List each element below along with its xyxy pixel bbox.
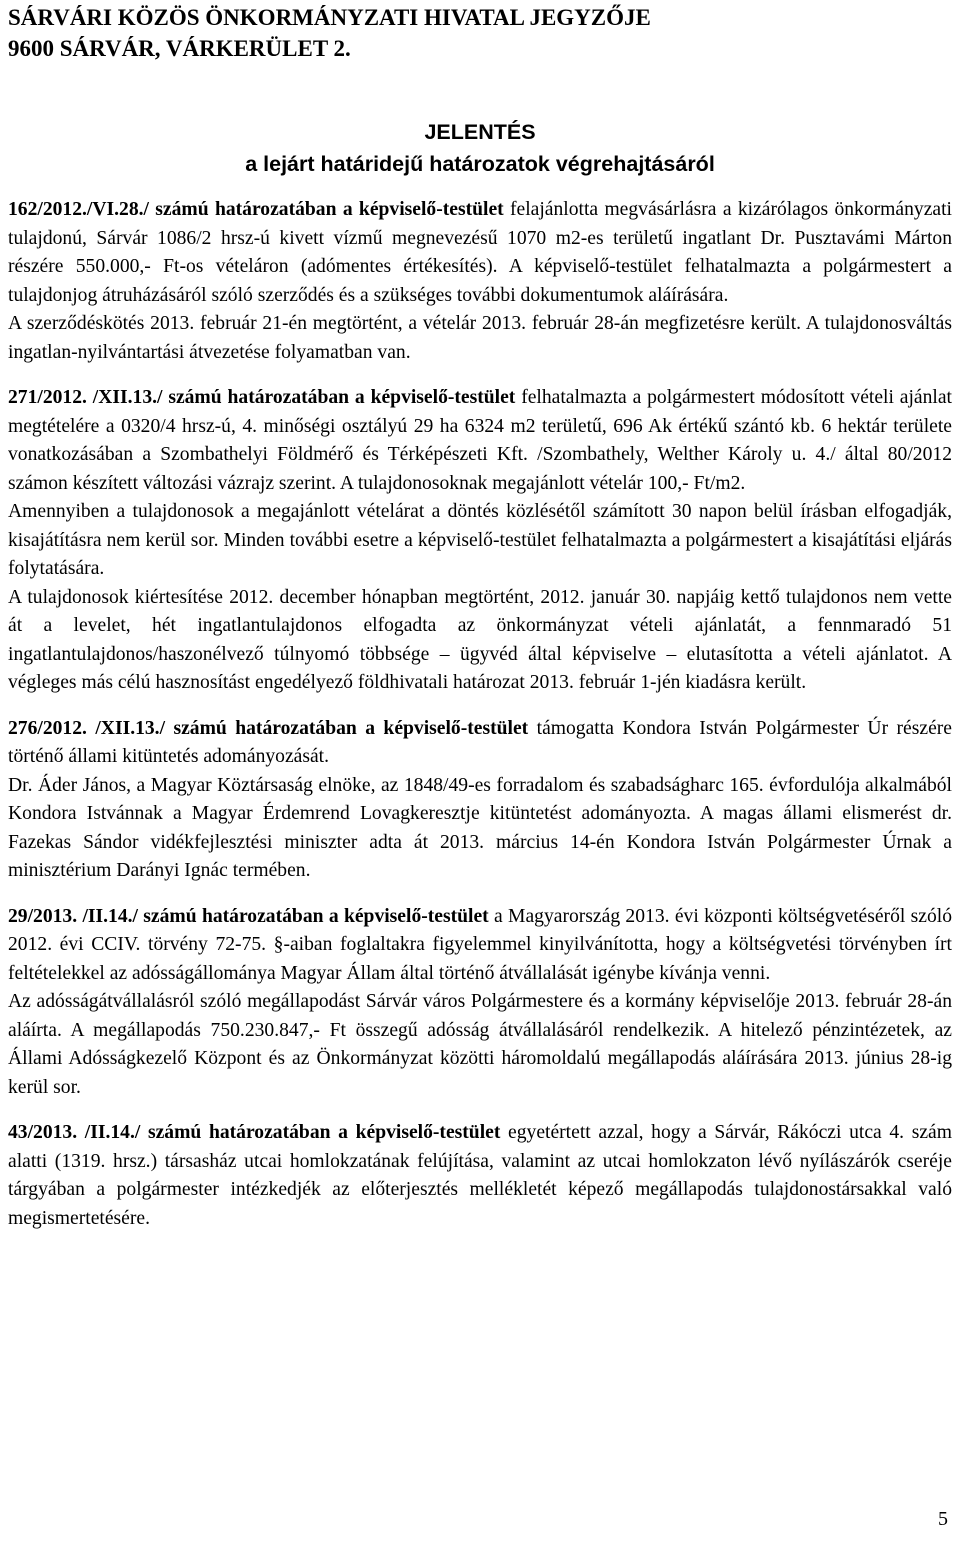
- letterhead-address: 9600 SÁRVÁR, VÁRKERÜLET 2.: [8, 36, 351, 61]
- resolution-paragraph: [8, 715, 952, 772]
- resolution-status: A tulajdonosok kiértesítése 2012. december hónapban megtörtént, 2012. január 30. napjáig kettő tulajdonos nem vette át a levelet, hét ingatlantulajdonos elfogadta az önkormányzat vételi ajánlatát, a fennmaradó 51 ingatlantulajdonos/haszonélvező túlnyomó többsége – ügyvéd által képviselve – elutasította a vételi ajánlatot. A végleges más célú hasznosítást engedélyező földhivatali határozat 2013. február 1-jén kiadásra került.: [8, 586, 952, 693]
- resolution-text: Amennyiben a tulajdonosok a megajánlott vételárat a döntés közlésétől számított 30 napon belül írásban elfogadják, kisajátításra nem kerül sor. Minden további esetre a képviselő-testület felhatalmazta a polgármestert a kisajátítási eljárás folytatására.: [8, 501, 952, 579]
- resolution-reference: 29/2013. /II.14./ számú határozatában a képviselő-testület: [8, 905, 489, 927]
- resolution-status: Dr. Áder János, a Magyar Köztársaság elnöke, az 1848/49-es forradalom és szabadságharc 165. évfordulója alkalmából Kondora Istvánnak a Magyar Érdemrend Lovagkeresztje kitüntetést adományozta. A magas állami elismerést dr. Fazekas Sándor vidékfejlesztési miniszter adta át 2013. március 14-én Kondora István Polgármester Úrnak a minisztérium Darányi Ignác termében.: [8, 774, 952, 881]
- letterhead: [8, 2, 651, 64]
- report-body: [8, 196, 952, 1233]
- report-title-subtitle: a lejárt határidejű határozatok végrehajtásáról: [245, 152, 715, 176]
- report-title: [8, 116, 952, 180]
- letterhead-office: SÁRVÁRI KÖZÖS ÖNKORMÁNYZATI HIVATAL JEGYZŐJE: [8, 5, 651, 30]
- resolution-reference: 271/2012. /XII.13./ számú határozatában a képviselő-testület: [8, 387, 516, 408]
- resolution-reference: 276/2012. /XII.13./ számú határozatában a képviselő-testület: [8, 717, 529, 739]
- resolution-reference: 162/2012./VI.28./ számú határozatában a képviselő-testület: [8, 199, 504, 220]
- resolution-paragraph: [8, 384, 952, 498]
- resolution-status: Az adósságátvállalásról szóló megállapodást Sárvár város Polgármestere és a kormány képviselője 2013. február 28-án aláírta. A megállapodás 750.230.847,- Ft összegű adósság átvállalásáról rendelkezik. A hitelező pénzintézetek, az Állami Adósságkezelő Központ és az Önkormányzat közötti háromoldalú megállapodás aláírására 2013. június 28-ig kerül sor.: [8, 991, 952, 1098]
- report-title-main: JELENTÉS: [424, 120, 536, 144]
- resolution-paragraph: [8, 1119, 952, 1233]
- resolution-text: egyetértett azzal, hogy a Sárvár, Rákóczi utca 4. szám alatti (1319. hrsz.) társasház utcai homlokzatának felújítása, valamint az utcai homlokzaton lévő nyílászárók cseréje tárgyában a polgármester intézkedjék az előterjesztés mellékletét képező megállapodás tulajdonostársakkal való megismertetésére.: [8, 1122, 952, 1229]
- resolution-text: felajánlotta megvásárlásra a kizárólagos önkormányzati tulajdonú, Sárvár 1086/2 hrsz-ú kivett vízmű megnevezésű 1070 m2-es területű ingatlant Dr.: [8, 199, 952, 249]
- resolution-text: a Magyarország 2013. évi központi költségvetéséről szóló 2012. évi CCIV. törvény 72-75. §-aiban foglaltakra figyelemmel kinyilvánította, hogy a költségvetési törvényben írt feltételekkel az adósságállománya Magyar Állam által történő átvállalását igénybe kívánja venni.: [8, 905, 952, 984]
- resolution-text: Pusztavámi Márton részére 550.000,- Ft-os vételáron (adómentes értékesítés). A képviselő-testület felhatalmazta a polgármestert a tulajdonjog átruházásáról szóló szerződés és a szükséges további dokumentumok aláírására.: [8, 227, 952, 306]
- resolution-paragraph: [8, 196, 952, 310]
- resolution-reference: 43/2013. /II.14./ számú határozatában a képviselő-testület: [8, 1122, 501, 1143]
- resolution-text: támogatta Kondora István Polgármester Úr részére történő állami kitüntetés adományozását.: [8, 717, 952, 767]
- resolution-text: felhatalmazta a polgármestert módosított vételi ajánlat megtételére a 0320/4 hrsz-ú, 4. minőségi osztályú 29 ha 6324 m2 területű, 696 Ak értékű szántó kb. 6 hektár területe vonatkozásában a Szombathelyi Földmérő és Térképészeti Kft. /Szombathely, Welther Károly u. 4./ által 80/2012 számon készített változási vázrajz szerint. A tulajdonosoknak megajánlott vételár 100,- Ft/m2.: [8, 387, 952, 494]
- resolution-status: A szerződéskötés 2013. február 21-én megtörtént, a vételár 2013. február 28-án megfizetésre került. A tulajdonosváltás ingatlan-nyilvántartási átvezetése folyamatban van.: [8, 313, 952, 363]
- page-number: 5: [938, 1508, 948, 1530]
- resolution-paragraph: [8, 903, 952, 989]
